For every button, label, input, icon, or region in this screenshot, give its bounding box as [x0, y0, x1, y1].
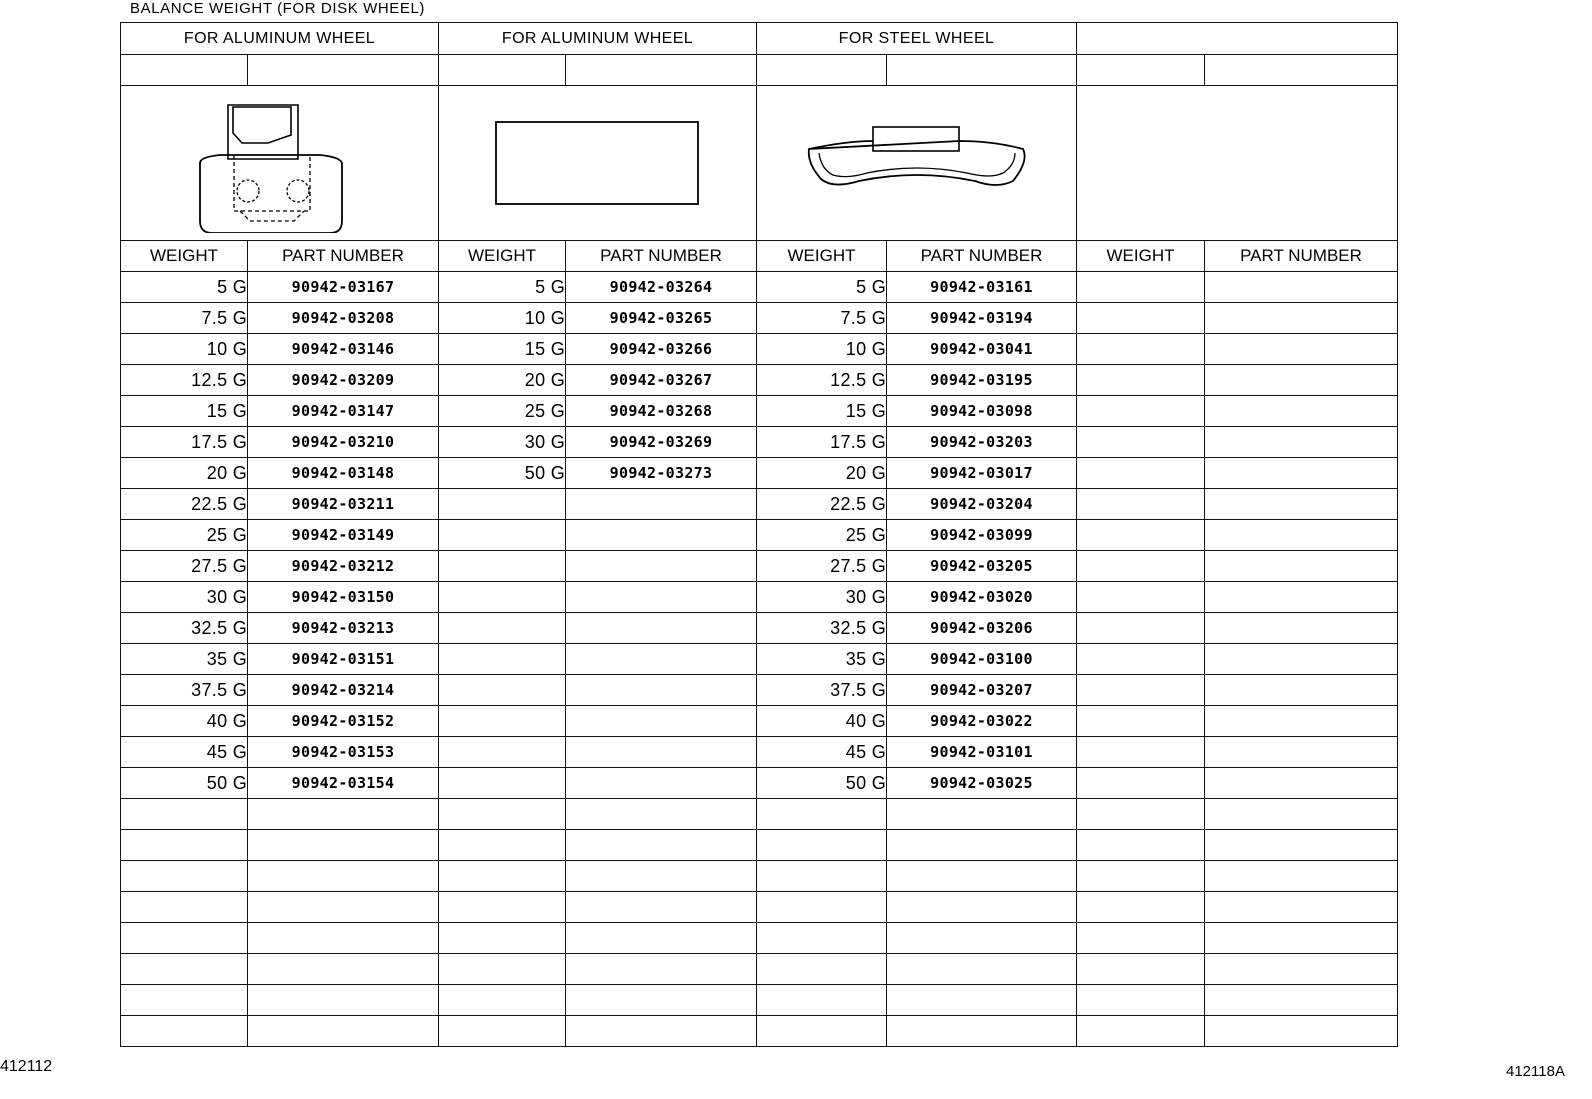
part-number-cell: 90942-03267: [566, 365, 757, 396]
weight-cell: [1077, 1016, 1205, 1047]
weight-cell: 5 G: [121, 272, 248, 303]
weight-cell: [757, 954, 887, 985]
table-row: [121, 1016, 1398, 1047]
weight-cell: [439, 613, 566, 644]
illustration-row: [121, 86, 1398, 241]
weight-cell: [757, 799, 887, 830]
weight-cell: 25 G: [121, 520, 248, 551]
weight-cell: [1077, 396, 1205, 427]
weight-cell: [439, 985, 566, 1016]
table-row: [121, 737, 1398, 768]
part-number-cell: [1205, 551, 1398, 582]
weight-cell: [757, 892, 887, 923]
weight-cell: [1077, 458, 1205, 489]
part-number-cell: 90942-03206: [887, 613, 1077, 644]
weight-cell: [1077, 861, 1205, 892]
part-number-cell: 90942-03017: [887, 458, 1077, 489]
part-number-cell: [1205, 923, 1398, 954]
part-number-cell: [887, 799, 1077, 830]
table-row: [121, 272, 1398, 303]
part-number-cell: 90942-03195: [887, 365, 1077, 396]
weight-cell: 50 G: [121, 768, 248, 799]
weight-cell: [121, 799, 248, 830]
weight-cell: [1077, 551, 1205, 582]
figure-code-right: 412118A: [1506, 1063, 1565, 1080]
weight-cell: 12.5 G: [121, 365, 248, 396]
part-number-cell: [248, 892, 439, 923]
part-number-cell: [248, 1016, 439, 1047]
weight-cell: 20 G: [121, 458, 248, 489]
part-number-cell: [1205, 272, 1398, 303]
table-row: [121, 489, 1398, 520]
part-number-cell: [566, 923, 757, 954]
table-row: [121, 954, 1398, 985]
weight-cell: [1077, 799, 1205, 830]
weight-cell: [439, 768, 566, 799]
weight-cell: [1077, 985, 1205, 1016]
weight-cell: 50 G: [757, 768, 887, 799]
table-row: [121, 644, 1398, 675]
part-number-cell: [248, 830, 439, 861]
part-number-cell: 90942-03210: [248, 427, 439, 458]
weight-cell: [121, 861, 248, 892]
part-number-cell: 90942-03098: [887, 396, 1077, 427]
weight-header: WEIGHT: [757, 241, 887, 272]
table-row: [121, 334, 1398, 365]
table-row: [121, 861, 1398, 892]
part-number-cell: [566, 582, 757, 613]
weight-cell: [1077, 644, 1205, 675]
part-number-cell: [248, 923, 439, 954]
weight-cell: [439, 675, 566, 706]
weight-cell: 15 G: [439, 334, 566, 365]
weight-cell: [757, 1016, 887, 1047]
part-number-cell: [887, 923, 1077, 954]
group-heading: [1077, 23, 1398, 55]
part-number-cell: [566, 1016, 757, 1047]
part-number-cell: 90942-03146: [248, 334, 439, 365]
weight-cell: [1077, 520, 1205, 551]
balance-weight-table: [120, 22, 1398, 1047]
weight-cell: 17.5 G: [121, 427, 248, 458]
part-number-cell: [248, 985, 439, 1016]
part-number-cell: [566, 985, 757, 1016]
part-number-cell: [566, 675, 757, 706]
part-number-header: PART NUMBER: [1205, 241, 1398, 272]
part-number-cell: [887, 892, 1077, 923]
part-number-cell: 90942-03147: [248, 396, 439, 427]
weight-cell: 17.5 G: [757, 427, 887, 458]
group-heading-row: [121, 23, 1398, 55]
blank-cell: [757, 55, 887, 86]
part-number-cell: 90942-03025: [887, 768, 1077, 799]
part-number-cell: [1205, 396, 1398, 427]
weight-cell: [439, 706, 566, 737]
weight-cell: 22.5 G: [757, 489, 887, 520]
part-number-cell: [566, 706, 757, 737]
weight-cell: [1077, 613, 1205, 644]
weight-cell: 20 G: [439, 365, 566, 396]
part-number-cell: 90942-03207: [887, 675, 1077, 706]
part-number-cell: [566, 954, 757, 985]
weight-cell: [1077, 489, 1205, 520]
part-number-cell: [1205, 799, 1398, 830]
part-number-cell: 90942-03205: [887, 551, 1077, 582]
part-number-cell: 90942-03209: [248, 365, 439, 396]
part-number-cell: [566, 830, 757, 861]
table-row: [121, 768, 1398, 799]
weight-cell: [439, 582, 566, 613]
blank-cell: [566, 55, 757, 86]
adhesive-weight-rectangle-icon: [492, 118, 704, 208]
part-number-cell: [1205, 520, 1398, 551]
part-number-cell: [1205, 644, 1398, 675]
part-number-cell: 90942-03273: [566, 458, 757, 489]
part-number-cell: 90942-03214: [248, 675, 439, 706]
part-number-cell: [887, 830, 1077, 861]
illustration-cell: [121, 86, 439, 241]
part-number-cell: [1205, 582, 1398, 613]
weight-header: WEIGHT: [121, 241, 248, 272]
part-number-cell: 90942-03265: [566, 303, 757, 334]
part-number-cell: [566, 768, 757, 799]
weight-cell: [121, 830, 248, 861]
part-number-cell: 90942-03167: [248, 272, 439, 303]
weight-cell: [757, 861, 887, 892]
illustration-cell: [439, 86, 757, 241]
figure-code-left: 412112: [0, 1058, 53, 1075]
weight-cell: [439, 954, 566, 985]
part-number-cell: 90942-03153: [248, 737, 439, 768]
weight-cell: [1077, 272, 1205, 303]
part-number-cell: 90942-03152: [248, 706, 439, 737]
illustration-cell: [1077, 86, 1398, 241]
illustration-cell: [757, 86, 1077, 241]
part-number-cell: [1205, 334, 1398, 365]
table-row: [121, 303, 1398, 334]
part-number-header: PART NUMBER: [248, 241, 439, 272]
weight-cell: [1077, 675, 1205, 706]
part-number-cell: [566, 861, 757, 892]
weight-cell: 20 G: [757, 458, 887, 489]
part-number-cell: 90942-03150: [248, 582, 439, 613]
document-title: BALANCE WEIGHT (FOR DISK WHEEL): [130, 0, 426, 17]
part-number-cell: [1205, 675, 1398, 706]
weight-cell: [1077, 303, 1205, 334]
weight-cell: 32.5 G: [757, 613, 887, 644]
weight-cell: [439, 551, 566, 582]
part-number-cell: 90942-03208: [248, 303, 439, 334]
steel-clip-weight-icon: [807, 123, 1027, 203]
weight-cell: [1077, 954, 1205, 985]
part-number-cell: [566, 613, 757, 644]
weight-cell: 5 G: [439, 272, 566, 303]
part-number-cell: [887, 985, 1077, 1016]
part-number-cell: 90942-03101: [887, 737, 1077, 768]
part-number-cell: [1205, 458, 1398, 489]
table-row: [121, 458, 1398, 489]
weight-cell: [1077, 737, 1205, 768]
weight-cell: 10 G: [757, 334, 887, 365]
weight-cell: 10 G: [439, 303, 566, 334]
part-number-cell: [566, 644, 757, 675]
weight-cell: 27.5 G: [121, 551, 248, 582]
blank-cell: [1205, 55, 1398, 86]
weight-cell: [439, 737, 566, 768]
weight-cell: 22.5 G: [121, 489, 248, 520]
part-number-cell: 90942-03151: [248, 644, 439, 675]
part-number-cell: 90942-03268: [566, 396, 757, 427]
part-number-cell: 90942-03161: [887, 272, 1077, 303]
weight-cell: 25 G: [439, 396, 566, 427]
blank-cell: [1077, 55, 1205, 86]
part-number-cell: [1205, 1016, 1398, 1047]
group-heading: FOR STEEL WHEEL: [757, 23, 1077, 55]
weight-cell: 45 G: [121, 737, 248, 768]
weight-cell: [757, 830, 887, 861]
part-number-cell: 90942-03212: [248, 551, 439, 582]
table-row: [121, 706, 1398, 737]
weight-cell: [439, 799, 566, 830]
blank-cell: [121, 55, 248, 86]
part-number-header: PART NUMBER: [566, 241, 757, 272]
column-header-row: [121, 241, 1398, 272]
weight-cell: 37.5 G: [121, 675, 248, 706]
weight-cell: 50 G: [439, 458, 566, 489]
part-number-cell: [566, 520, 757, 551]
weight-cell: 10 G: [121, 334, 248, 365]
part-number-cell: 90942-03194: [887, 303, 1077, 334]
blank-cell: [439, 55, 566, 86]
table-row: [121, 799, 1398, 830]
weight-cell: 5 G: [757, 272, 887, 303]
table-row: [121, 427, 1398, 458]
weight-header: WEIGHT: [1077, 241, 1205, 272]
part-number-cell: [1205, 985, 1398, 1016]
part-number-cell: [1205, 489, 1398, 520]
weight-cell: 30 G: [757, 582, 887, 613]
weight-cell: [1077, 334, 1205, 365]
part-number-header: PART NUMBER: [887, 241, 1077, 272]
table-row: [121, 985, 1398, 1016]
weight-cell: [439, 520, 566, 551]
part-number-cell: [1205, 613, 1398, 644]
part-number-cell: [1205, 768, 1398, 799]
part-number-cell: [566, 737, 757, 768]
weight-cell: [439, 892, 566, 923]
weight-cell: [121, 985, 248, 1016]
weight-cell: [121, 1016, 248, 1047]
weight-cell: 30 G: [121, 582, 248, 613]
part-number-cell: [1205, 365, 1398, 396]
table-row: [121, 582, 1398, 613]
part-number-cell: [1205, 830, 1398, 861]
part-number-cell: [566, 551, 757, 582]
part-number-cell: [566, 799, 757, 830]
table-row: [121, 830, 1398, 861]
weight-cell: [439, 489, 566, 520]
table-row: [121, 520, 1398, 551]
part-number-cell: 90942-03041: [887, 334, 1077, 365]
part-number-cell: [887, 954, 1077, 985]
part-number-cell: [248, 799, 439, 830]
part-number-cell: [1205, 706, 1398, 737]
part-number-cell: 90942-03100: [887, 644, 1077, 675]
weight-cell: [121, 923, 248, 954]
part-number-cell: 90942-03211: [248, 489, 439, 520]
weight-cell: 7.5 G: [121, 303, 248, 334]
group-heading: FOR ALUMINUM WHEEL: [121, 23, 439, 55]
part-number-cell: 90942-03204: [887, 489, 1077, 520]
part-number-cell: [887, 861, 1077, 892]
table-row: [121, 613, 1398, 644]
part-number-cell: 90942-03266: [566, 334, 757, 365]
weight-cell: [757, 985, 887, 1016]
weight-cell: 7.5 G: [757, 303, 887, 334]
part-number-cell: 90942-03154: [248, 768, 439, 799]
part-number-cell: [1205, 954, 1398, 985]
weight-cell: [1077, 582, 1205, 613]
weight-cell: 35 G: [757, 644, 887, 675]
part-number-cell: [566, 892, 757, 923]
part-number-cell: 90942-03099: [887, 520, 1077, 551]
weight-cell: [1077, 768, 1205, 799]
weight-cell: 12.5 G: [757, 365, 887, 396]
part-number-cell: 90942-03022: [887, 706, 1077, 737]
part-number-cell: [1205, 427, 1398, 458]
weight-header: WEIGHT: [439, 241, 566, 272]
weight-cell: [439, 861, 566, 892]
group-heading: FOR ALUMINUM WHEEL: [439, 23, 757, 55]
weight-cell: [121, 892, 248, 923]
weight-cell: [1077, 923, 1205, 954]
table-row: [121, 551, 1398, 582]
table-row: [121, 396, 1398, 427]
part-number-cell: [1205, 892, 1398, 923]
part-number-cell: [1205, 861, 1398, 892]
weight-cell: [439, 644, 566, 675]
weight-cell: 30 G: [439, 427, 566, 458]
part-number-cell: 90942-03269: [566, 427, 757, 458]
part-number-cell: [566, 489, 757, 520]
weight-cell: [439, 830, 566, 861]
weight-cell: [439, 923, 566, 954]
weight-cell: [757, 923, 887, 954]
part-number-cell: 90942-03203: [887, 427, 1077, 458]
weight-cell: [1077, 427, 1205, 458]
blank-cell: [887, 55, 1077, 86]
part-number-cell: 90942-03148: [248, 458, 439, 489]
weight-cell: 27.5 G: [757, 551, 887, 582]
weight-cell: [1077, 830, 1205, 861]
part-number-cell: 90942-03213: [248, 613, 439, 644]
weight-cell: 25 G: [757, 520, 887, 551]
weight-cell: 45 G: [757, 737, 887, 768]
part-number-cell: [887, 1016, 1077, 1047]
part-number-cell: 90942-03264: [566, 272, 757, 303]
weight-cell: [1077, 892, 1205, 923]
weight-cell: 40 G: [757, 706, 887, 737]
table-row: [121, 923, 1398, 954]
weight-cell: 32.5 G: [121, 613, 248, 644]
part-number-cell: [1205, 737, 1398, 768]
part-number-cell: [248, 861, 439, 892]
table-row: [121, 365, 1398, 396]
table-row: [121, 675, 1398, 706]
table-row: [121, 892, 1398, 923]
blank-cell: [248, 55, 439, 86]
weight-cell: [439, 1016, 566, 1047]
part-number-cell: 90942-03149: [248, 520, 439, 551]
weight-cell: [1077, 365, 1205, 396]
weight-cell: [121, 954, 248, 985]
part-number-cell: [248, 954, 439, 985]
weight-cell: 40 G: [121, 706, 248, 737]
part-number-cell: 90942-03020: [887, 582, 1077, 613]
weight-cell: 35 G: [121, 644, 248, 675]
blank-subheading-row: [121, 55, 1398, 86]
weight-cell: 15 G: [757, 396, 887, 427]
clip-weight-with-holes-icon: [180, 93, 380, 233]
weight-cell: [1077, 706, 1205, 737]
part-number-cell: [1205, 303, 1398, 334]
weight-cell: 37.5 G: [757, 675, 887, 706]
weight-cell: 15 G: [121, 396, 248, 427]
